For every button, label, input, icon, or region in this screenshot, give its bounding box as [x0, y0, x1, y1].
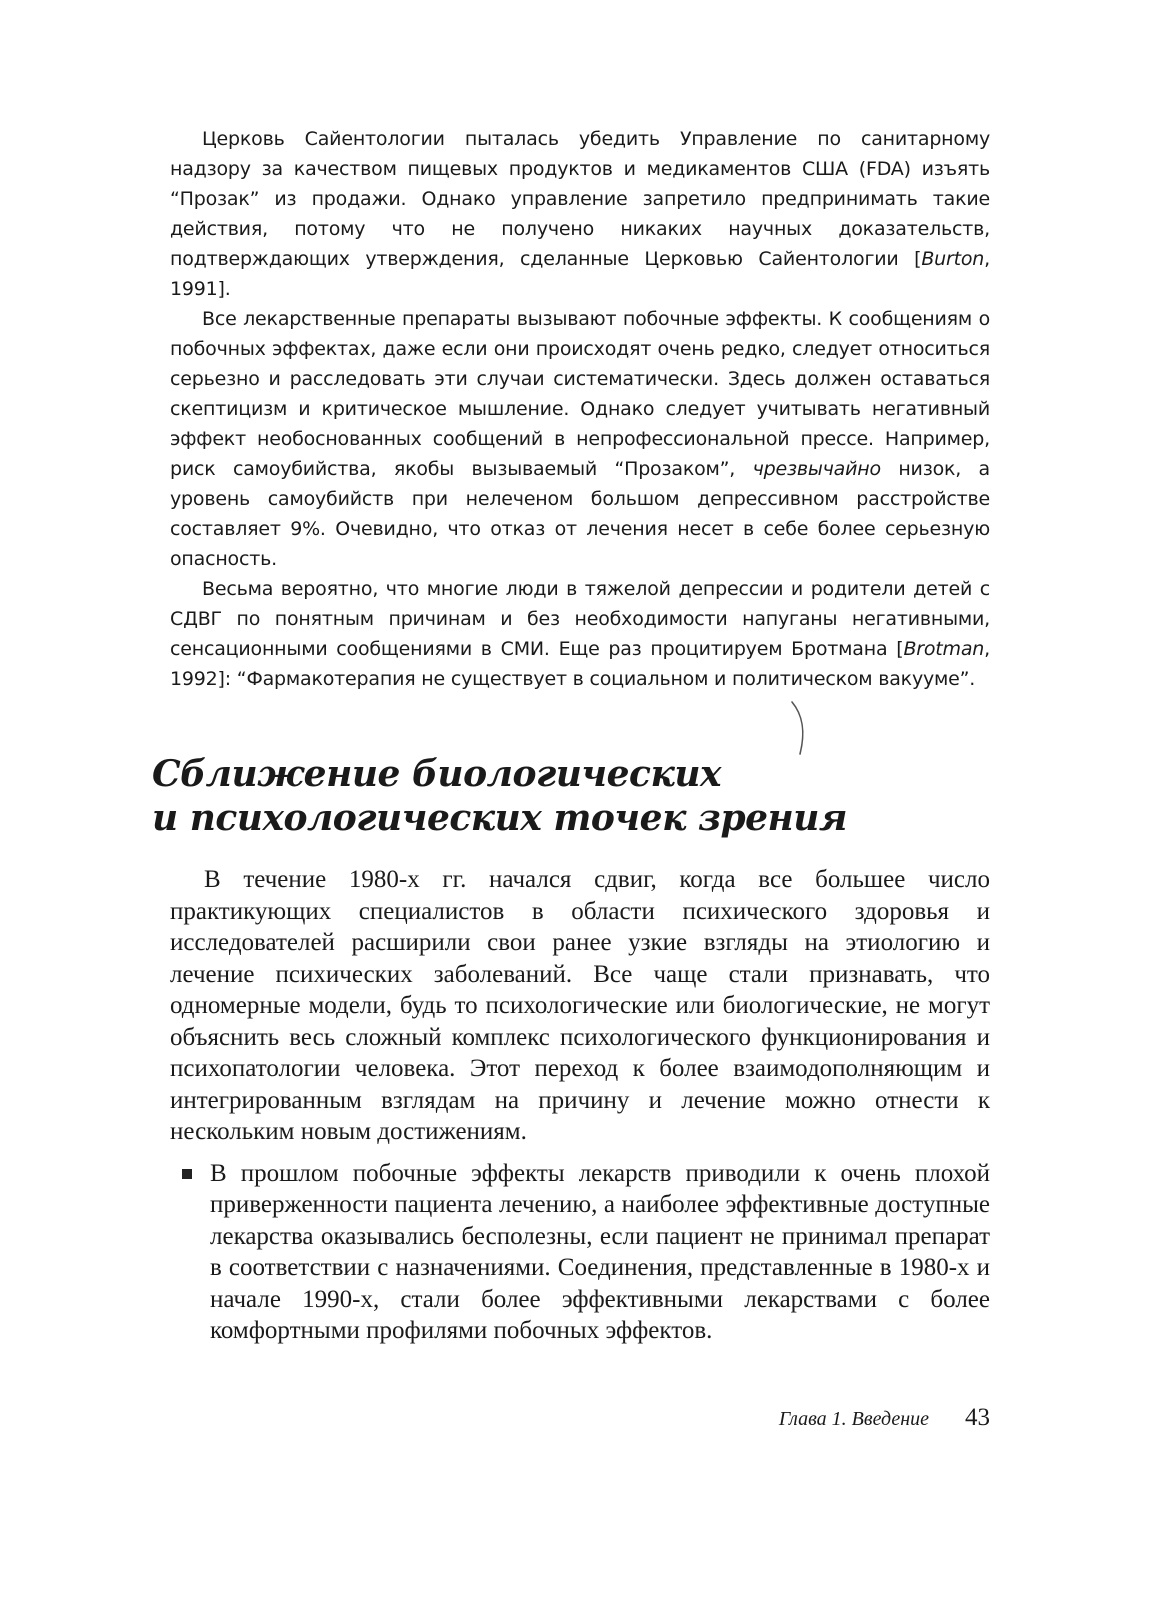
text-segment: , 1991].	[170, 248, 990, 300]
text-segment: , 1992]: “Фармакотерапия не существует в социальном и политическом вакууме”.	[170, 638, 990, 690]
paragraph-media	[170, 574, 990, 694]
text-segment: Весьма вероятно, что многие люди в тяжелой депрессии и родители детей с СДВГ по понятным причинам и без необходимости напуганы негативными, сенсационными сообщениями в СМИ. Еще раз процитируем Бротмана [	[170, 578, 990, 660]
text-segment: Церковь Сайентологии пыталась убедить Управление по санитарному надзору за качеством пищевых продуктов и медикаментов США (FDA) изъять “Прозак” из продажи. Однако управление запретило предпринимать такие действия, потому что не получено никаких научных доказательств, подтверждающих утверждения, сделанные Церковью Сайентологии [	[170, 128, 990, 270]
text-segment: низок, а уровень самоубийств при нелеченом большом депрессивном расстройстве составляет 9%. Очевидно, что отказ от лечения несет в себе более серьезную опасность.	[170, 458, 990, 570]
page-number: 43	[965, 1404, 990, 1431]
bullet-list	[170, 1158, 990, 1347]
section-body-paragraph: В течение 1980-х гг. начался сдвиг, когда все большее число практикующих специалистов в области психического здоровья и исследователей расширили свои ранее узкие взгляды на этиологию и лечение психических заболеваний. Все чаще стали признавать, что одномерные модели, будь то психологические или биологические, не могут объяснить весь сложный комплекс психологического функционирования и психопатологии человека. Этот переход к более взаимодополняющим и интегрированным взглядам на причину и лечение можно отнести к нескольким новым достижениям.	[170, 866, 990, 1145]
emphasis-word: чрезвычайно	[752, 458, 881, 480]
page-footer	[170, 1404, 990, 1432]
paragraph-side-effects	[170, 304, 990, 574]
citation-author: Brotman	[903, 638, 985, 660]
bullet-text: В прошлом побочные эффекты лекарств приводили к очень плохой приверженности пациента лечению, а наиболее эффективные доступные лекарства оказывались бесполезны, если пациент не принимал препарат в соответствии с назначениями. Соединения, представленные в 1980-х и начале 1990-х, стали более эффективными лекарствами с более комфортными профилями побочных эффектов.	[210, 1159, 990, 1344]
running-footer-chapter: Глава 1. Введение	[778, 1408, 929, 1430]
pencil-mark-icon	[786, 700, 816, 756]
text-segment: Все лекарственные препараты вызывают побочные эффекты. К сообщениям о побочных эффектах, даже если они происходят очень редко, следует относиться серьезно и расследовать эти случаи систематически. Здесь должен оставаться скептицизм и критическое мышление. Однако следует учитывать негативный эффект необоснованных сообщений в непрофессиональной прессе. Например, риск самоубийства, якобы вызываемый “Прозаком”,	[170, 308, 990, 480]
square-bullet-icon	[182, 1169, 192, 1179]
citation-author: Burton	[921, 248, 985, 270]
paragraph-scientology	[170, 124, 990, 304]
section-heading-line-1: Сближение биологических	[152, 753, 721, 795]
section-heading	[152, 752, 990, 840]
page-content	[152, 124, 990, 1347]
bullet-item	[170, 1158, 990, 1347]
section-heading-line-2: и психологических точек зрения	[152, 797, 848, 839]
